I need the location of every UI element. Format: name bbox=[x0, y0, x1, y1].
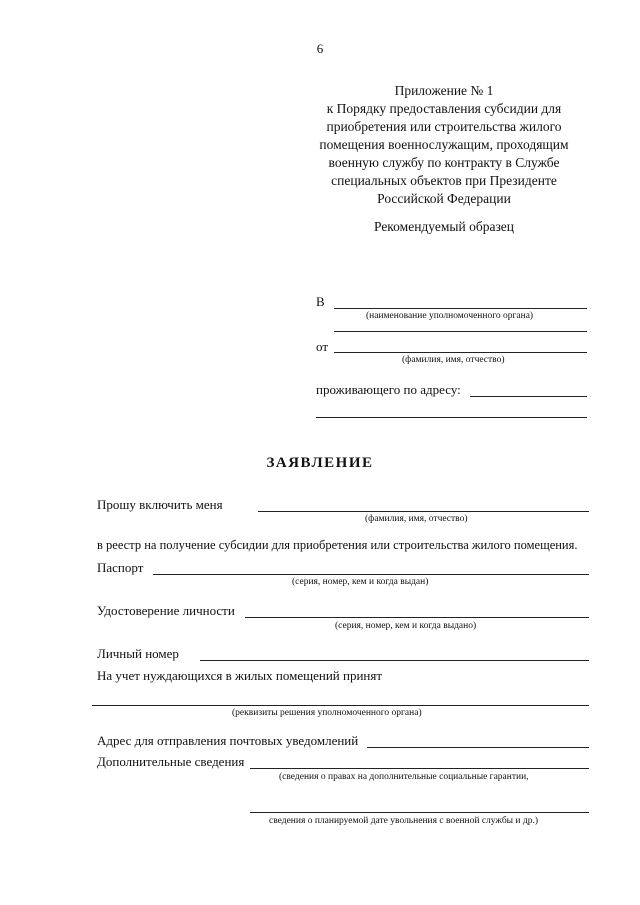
registry-text: в реестр на получение субсидии для приобретения или строительства жилого помещения. bbox=[97, 538, 578, 552]
additional-field-line-2[interactable] bbox=[250, 812, 589, 813]
appendix-header bbox=[300, 82, 588, 208]
document-title: ЗАЯВЛЕНИЕ bbox=[266, 455, 374, 471]
address-label: проживающего по адресу: bbox=[316, 382, 461, 397]
appendix-line: помещения военнослужащим, проходящим bbox=[319, 137, 569, 152]
request-caption: (фамилия, имя, отчество) bbox=[365, 514, 468, 524]
recommended-sample-label: Рекомендуемый образец bbox=[373, 219, 514, 234]
housing-field-line[interactable] bbox=[92, 705, 589, 706]
request-label: Прошу включить меня bbox=[97, 497, 223, 512]
address-field-line-2[interactable] bbox=[316, 417, 587, 418]
from-caption: (фамилия, имя, отчество) bbox=[402, 355, 505, 365]
passport-label: Паспорт bbox=[97, 560, 144, 575]
address-field-line[interactable] bbox=[470, 396, 587, 397]
mail-address-line[interactable] bbox=[367, 747, 589, 748]
to-caption: (наименование уполномоченного органа) bbox=[366, 311, 534, 321]
appendix-line: специальных объектов при Президенте bbox=[331, 173, 557, 188]
appendix-line: приобретения или строительства жилого bbox=[326, 119, 562, 134]
personal-number-label: Личный номер bbox=[97, 646, 179, 661]
from-label: от bbox=[316, 339, 329, 354]
appendix-line: военную службу по контракту в Службе bbox=[328, 155, 560, 170]
passport-field-line[interactable] bbox=[153, 574, 589, 575]
appendix-line: Приложение № 1 bbox=[394, 83, 494, 98]
id-field-line[interactable] bbox=[245, 617, 589, 618]
request-name-line[interactable] bbox=[258, 511, 589, 512]
passport-caption: (серия, номер, кем и когда выдан) bbox=[292, 577, 429, 587]
mail-address-label: Адрес для отправления почтовых уведомлений bbox=[97, 733, 359, 748]
additional-caption-2: сведения о планируемой дате увольнения с военной службы и др.) bbox=[269, 816, 539, 826]
to-label: В bbox=[316, 294, 325, 309]
id-caption: (серия, номер, кем и когда выдано) bbox=[335, 621, 477, 631]
housing-label: На учет нуждающихся в жилых помещений принят bbox=[97, 668, 383, 683]
to-field-line-2[interactable] bbox=[334, 331, 587, 332]
additional-caption-1: (сведения о правах на дополнительные социальные гарантии, bbox=[279, 772, 529, 782]
additional-field-line[interactable] bbox=[250, 768, 589, 769]
housing-caption: (реквизиты решения уполномоченного органа) bbox=[232, 708, 422, 718]
id-label: Удостоверение личности bbox=[97, 603, 235, 618]
additional-label: Дополнительные сведения bbox=[97, 754, 245, 769]
page-number: 6 bbox=[316, 41, 324, 56]
appendix-line: Российской Федерации bbox=[377, 191, 511, 206]
to-field-line[interactable] bbox=[334, 308, 587, 309]
from-field-line[interactable] bbox=[334, 352, 587, 353]
appendix-line: к Порядку предоставления субсидии для bbox=[326, 101, 562, 116]
personal-number-line[interactable] bbox=[200, 660, 589, 661]
